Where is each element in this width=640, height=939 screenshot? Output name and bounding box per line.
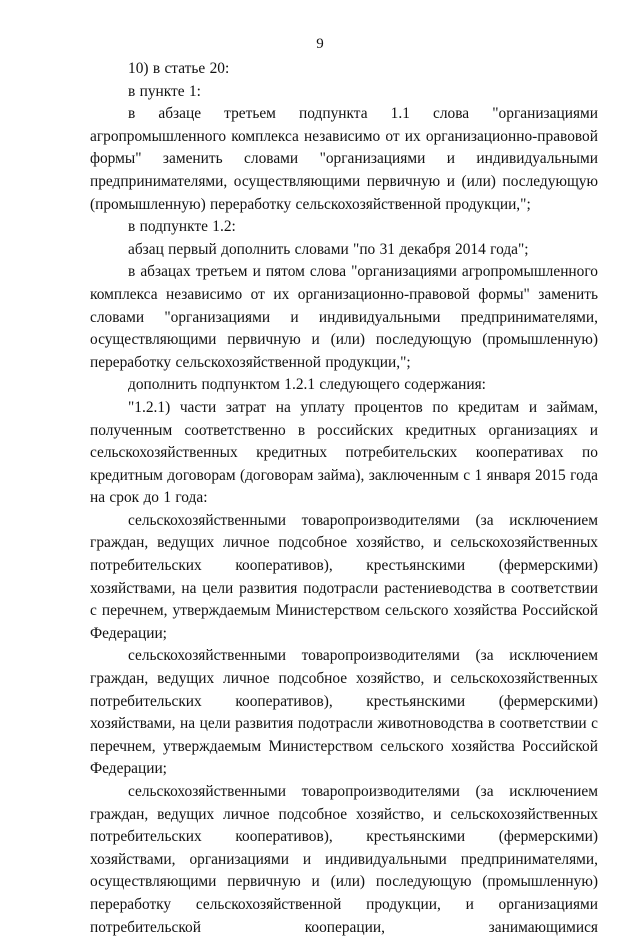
paragraph-1-2-1-text: "1.2.1) части затрат на уплату процентов по кредитам и займам, полученным соответственно в российских кредитных организациях и сельскохозяйственных кредитных потребительских кооперативах по кредитным договорам (договорам займа), заключенным с 1 января 2015 года на срок до 1 года: (90, 398, 598, 507)
paragraph-amend-1-1: в абзаце третьем подпункта 1.1 слова "организациями агропромышленного комплекса независимо от их организационно-правовой формы" заменить словами "организациями и индивидуальными предпринимателями, осуществляющими первичную и (или) последующую (промышленную) переработку сельскохозяйственной продукции,"; (90, 105, 598, 213)
paragraph-amend-3-5-abzac: в абзацах третьем и пятом слова "организациями агропромышленного комплекса независимо от их организационно-правовой формы" заменить словами "организациями и индивидуальными предпринимателями, осуществляющими первичную и (или) последующую (промышленную) переработку сельскохозяйственной продукции,"; (90, 263, 598, 371)
paragraph-item-10: 10) в статье 20: (128, 60, 230, 77)
document-body (90, 58, 598, 939)
paragraph-processing: сельскохозяйственными товаропроизводителями (за исключением граждан, ведущих личное подсобное хозяйство, и сельскохозяйственных потребительских кооперативов), крестьянскими (фермерскими) хозяйствами, организациями и индивидуальными предпринимателями, осуществляющими первичную и (или) последующую (промышленную) переработку сельскохозяйственной продукции, и организациями потребительской кооперации, занимающимися (90, 783, 598, 936)
paragraph-subpoint-1-2: в подпункте 1.2: (128, 218, 236, 236)
paragraph-amend-first-abzac: абзац первый дополнить словами "по 31 декабря 2014 года"; (128, 240, 529, 258)
paragraph-point-1: в пункте 1: (128, 82, 201, 100)
paragraph-crop-production: сельскохозяйственными товаропроизводителями (за исключением граждан, ведущих личное подсобное хозяйство, и сельскохозяйственных потребительских кооперативов), крестьянскими (фермерскими) хозяйствами, на цели развития подотрасли растениеводства в соответствии с перечнем, утверждаемым Министерством сельского хозяйства Российской Федерации; (90, 511, 598, 642)
page-number: 9 (316, 36, 324, 52)
paragraph-add-1-2-1: дополнить подпунктом 1.2.1 следующего содержания: (128, 376, 486, 394)
paragraph-livestock: сельскохозяйственными товаропроизводителями (за исключением граждан, ведущих личное подсобное хозяйство, и сельскохозяйственных потребительских кооперативов), крестьянскими (фермерскими) хозяйствами, на цели развития подотрасли животноводства в соответствии с перечнем, утверждаемым Министерством сельского хозяйства Российской Федерации; (90, 647, 598, 778)
